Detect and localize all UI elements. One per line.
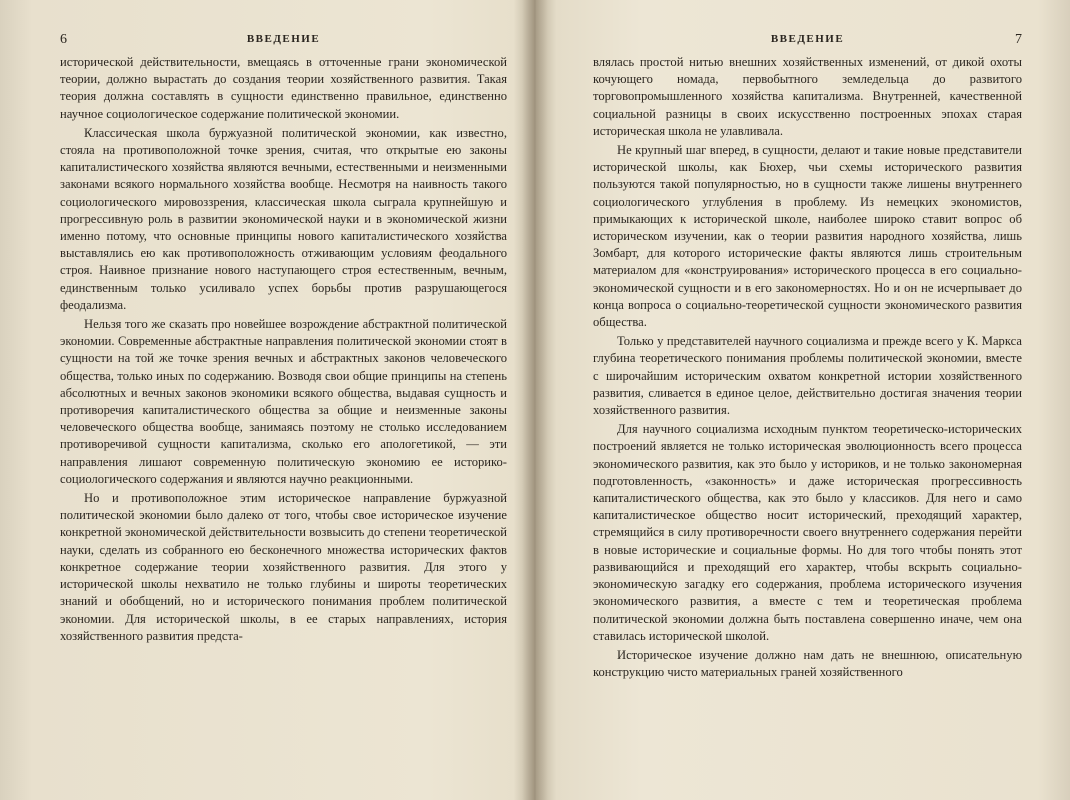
running-head: ВВЕДЕНИЕ	[246, 33, 321, 45]
paragraph: Для научного социализма исходным пунктом теоретическо-исторических построений является не только историческая эволюционность всего процесса экономического развития, как это было у историков, и не только закономерная подготовленность, «законность» и даже историческая прогрессивность капиталистического общества, как это было у классиков. Для него и само капиталистическое общество носит исторический, преходящий характер, стремящийся в силу противоречности своего внутреннего содержания перейти в новые исторические и социальные формы. Но для того чтобы понять этот развивающийся и преходящий его характер, чтобы вскрыть социально-экономическую загадку его содержания, проблема исторического изучения экономического развития, а вместе с тем и теоретическая проблема политической экономии должна быть поставлена совершенно иначе, чем она ставилась исторической школой.	[593, 422, 1022, 643]
page-number: 7	[1015, 32, 1022, 47]
left-page-body	[60, 54, 507, 645]
page-number: 6	[60, 32, 67, 47]
paragraph: Классическая школа буржуазной политической экономии, как известно, стояла на противоположной точке зрения, считая, что открытые ею законы капиталистического хозяйства являются вечными, естественными и неизменными законами всякого нормального хозяйства вообще. Несмотря на наивность такого социологического мировоззрения, классическая школа сыграла крупнейшую и прогрессивную роль в развитии экономической науки и в экономической жизни именно потому, что основные принципы нового капиталистического хозяйства выставлялись ею как противоположность отживающим условиям феодального строя. Наивное признание нового наступающего строя естественным, вечным, единственным только усиливало успех борьбы против разрушающегося феодализма.	[60, 125, 507, 312]
right-page-header	[593, 28, 1022, 54]
paragraph: исторической действительности, вмещаясь в отточенные грани экономической теории, должно вырастать до создания теории хозяйственного развития. Такая теория должна составлять в сущности единственно правильное, единственно научное социологическое содержание политической экономии.	[60, 55, 507, 121]
paragraph: Но и противоположное этим историческое направление буржуазной политической экономии было далеко от того, чтобы свое историческое изучение конкретной экономической действительности возвысить до степени теоретической науки, сделать из собранного ею бесконечного множества исторических фактов конкретное содержание теории хозяйственного развития. Для этого у исторической школы нехватило не только глубины и широты теоретических знаний и обобщений, но и исторического понимания проблем политической экономии. Для исторической школы, в ее старых направлениях, история хозяйственного развития предста-	[60, 491, 507, 643]
paragraph: Нельзя того же сказать про новейшее возрождение абстрактной политической экономии. Современные абстрактные направления политической экономии стоят в сущности на той же точке зрения вечных и абстрактных законов человеческого общества, только иных по содержанию. Возводя свои общие принципы на степень абсолютных и вечных законов экономики всякого общества, выдавая сущность и противоречия капиталистического общества за общие и неизменные законы человеческого общества вообще, занимаясь поэтому не столько исследованием противоречивой сущности капитализма, сколько его апологетикой, — эти направления лишают современную политическую экономию ее историко-социологического содержания и являются научно реакционными.	[60, 317, 507, 486]
right-page	[535, 0, 1070, 800]
paragraph: Только у представителей научного социализма и прежде всего у К. Маркса глубина теоретического понимания проблемы политической экономии, вместе с широчайшим историческим охватом конкретной истории хозяйственного развития, сливается в единое целое, действительно достигая значения теории хозяйственного развития.	[593, 334, 1022, 418]
paragraph: влялась простой нитью внешних хозяйственных изменений, от дикой охоты кочующего номада, первобытного земледельца до развитого торговопромышленного хозяйства капитализма. Внутренней, качественной социальной разницы в своих искусственно построенных эпохах старая историческая школа не улавливала.	[593, 55, 1022, 138]
paragraph: Не крупный шаг вперед, в сущности, делают и такие новые представители исторической школы, как Бюхер, чьи схемы исторического развития пользуются такой популярностью, но в сущности также лишены внутреннего социологического углубления в проблему. Из немецких экономистов, примыкающих к исторической школе, наиболее широко ставит вопрос об историческом изучении, как о теории развития народного хозяйства, лишь Зомбарт, для которого исторические факты являются лишь строительным материалом для «конструирования» исторического процесса в его социально-экономической сущности и в его закономерностях. Но и он не исчерпывает до конца вопроса о социально-теоретической сущности экономического развития общества.	[593, 143, 1022, 330]
right-page-body	[593, 54, 1022, 681]
paragraph: Историческое изучение должно нам дать не внешнюю, описательную конструкцию чисто материальных граней хозяйственного	[593, 647, 1022, 680]
left-page-header	[60, 28, 507, 54]
running-head: ВВЕДЕНИЕ	[770, 33, 845, 45]
